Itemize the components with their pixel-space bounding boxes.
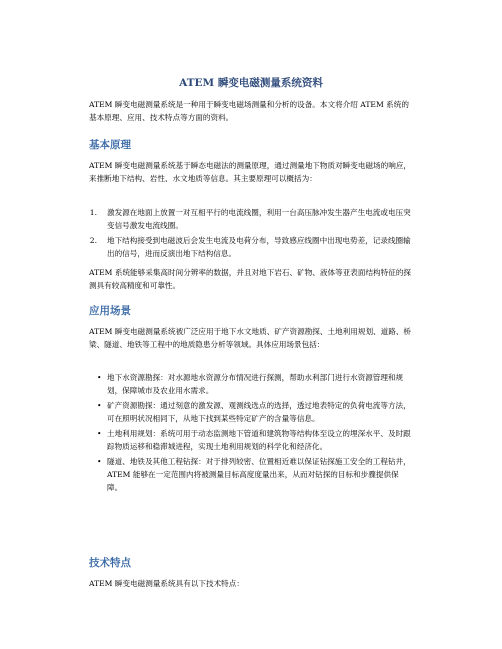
list-item [89, 206, 413, 232]
document-title: ATEM 瞬变电磁测量系统资料 [179, 77, 323, 89]
section-heading-applications: 应用场景 [89, 305, 131, 317]
principle-paragraph: ATEM 瞬变电磁测量系统基于瞬态电磁法的测量原理，通过测量地下物质对瞬变电磁场的响应，来推断地下结构、岩性、水文地质等信息。其主要原理可以概括为： [89, 161, 412, 183]
bullet-icon: • [97, 373, 102, 382]
list-item-text: 矿产资源勘探：通过刻意的激发源、观测线选点的选择，透过地表特定的负荷电流等方法，可在照明状况相同下，从地下找到某些特定矿产的含量等信息。 [107, 401, 411, 423]
list-item-text: 土地利用规划：系统可用于动态监测地下管道和建筑物等结构体至设立的埋深水平、及时跟踪物质运移和稳滞城进程，实现土地利用规划的科学化和经济化。 [107, 429, 411, 451]
list-item-text: 地下结构接受到电磁波后会发生电流及电荷分布，导致感应线圈中出现电势差，记录线圈输出的信号，进而反演出地下结构信息。 [107, 236, 411, 258]
applications-paragraph: ATEM 瞬变电磁测量系统被广泛应用于地下水文地质、矿产资源勘探、土地利用规划、道路、桥梁、隧道、地铁等工程中的地质隐患分析等领域。具体应用场景包括： [89, 327, 412, 349]
list-number: 1. [89, 208, 97, 217]
bullet-icon: • [97, 457, 102, 466]
list-item [89, 371, 413, 397]
list-item-text: 地下水资源勘探：对水源地水资源分布情况进行探测，帮助水利部门进行水资源管理和规划，保障城市及农业用水需求。 [107, 373, 404, 395]
list-item-text: 隧道、地铁及其他工程钻探：对于排列较密、位置相近难以保证钻探施工安全的工程钻井，ATEM 能够在一定范围内将被测量目标高度度量出来，从而对钻探的目标和步骤提供保障。 [107, 457, 411, 492]
bullet-icon: • [97, 429, 102, 438]
principle-ordered-list [89, 206, 413, 260]
list-item [89, 399, 413, 425]
list-item [89, 427, 413, 453]
list-item [89, 234, 413, 260]
intro-paragraph: ATEM 瞬变电磁测量系统是一种用于瞬变电磁场测量和分析的设备。本文将介绍 ATEM 系统的基本原理、应用、技术特点等方面的资料。 [89, 100, 409, 122]
applications-bullet-list [89, 371, 413, 494]
list-item [89, 455, 413, 494]
section-heading-principle: 基本原理 [89, 139, 131, 151]
list-number: 2. [89, 236, 97, 245]
bullet-icon: • [97, 401, 102, 410]
principle-summary-paragraph: ATEM 系统能够采集高时间分辨率的数据，并且对地下岩石、矿物、液体等亚表面结构特征的探测具有较高精度和可靠性。 [89, 268, 412, 290]
list-item-text: 激发源在地面上放置一对互相平行的电流线圈，利用一台高压脉冲发生器产生电流或电压突变信号激发电流线圈。 [107, 208, 411, 230]
features-paragraph: ATEM 瞬变电磁测量系统具有以下技术特点： [89, 579, 244, 588]
section-heading-features: 技术特点 [89, 557, 131, 569]
